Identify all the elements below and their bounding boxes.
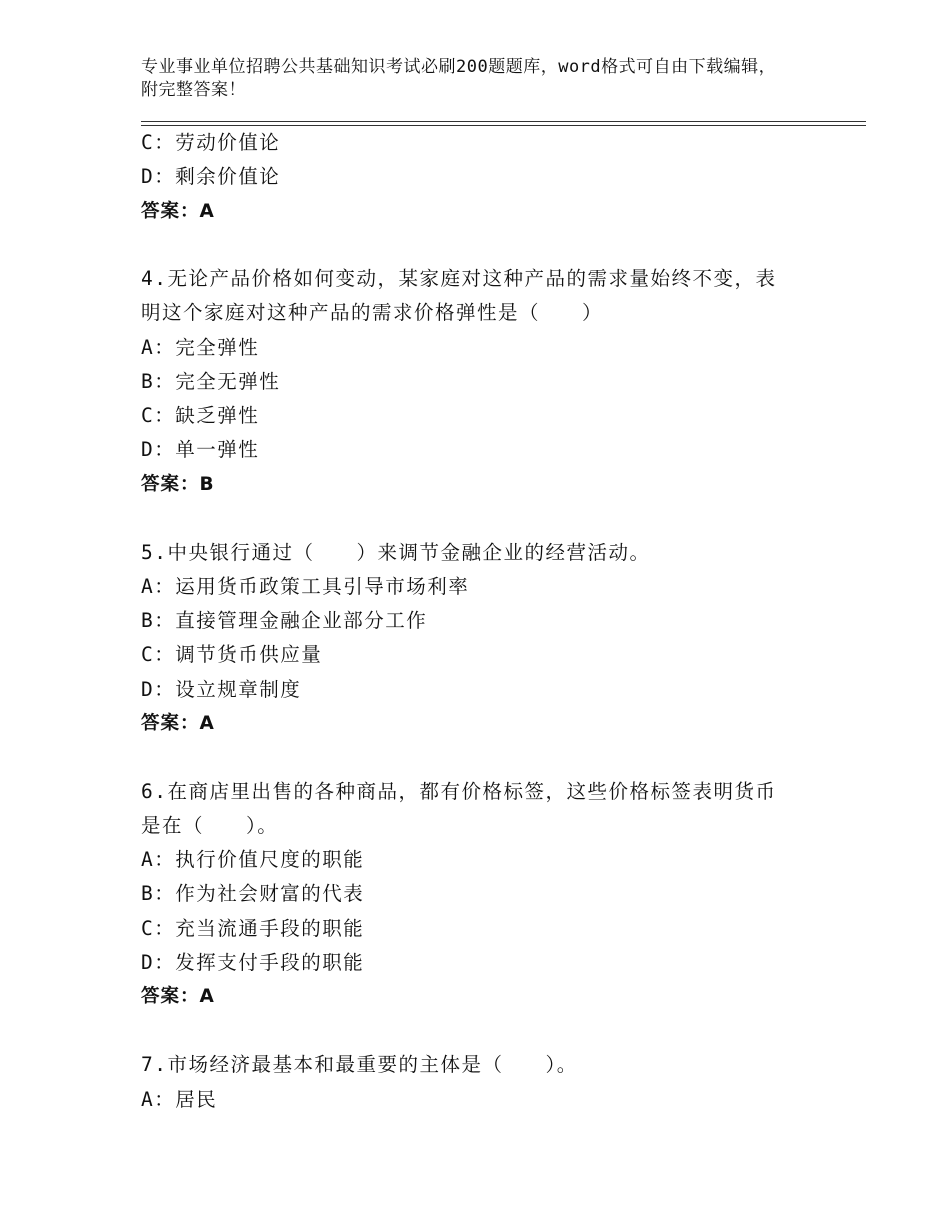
header-divider <box>141 121 866 126</box>
q3-answer: 答案：A <box>141 201 215 222</box>
q3-option-c: C：劳动价值论 <box>141 131 281 154</box>
q7-stem-line1: 7.市场经济最基本和最重要的主体是（ ）。 <box>141 1053 578 1076</box>
q6-option-b: B：作为社会财富的代表 <box>141 882 365 905</box>
q5-answer: 答案：A <box>141 713 215 734</box>
q4-answer: 答案：B <box>141 474 215 495</box>
q5-stem-line1: 5.中央银行通过（ ）来调节金融企业的经营活动。 <box>141 541 651 564</box>
q3-option-d: D：剩余价值论 <box>141 165 281 188</box>
q4-stem-line2: 明这个家庭对这种产品的需求价格弹性是（ ） <box>141 301 604 324</box>
q4-stem-line1: 4.无论产品价格如何变动，某家庭对这种产品的需求量始终不变，表 <box>141 267 777 290</box>
q6-answer: 答案：A <box>141 986 215 1007</box>
q5-option-a: A：运用货币政策工具引导市场利率 <box>141 575 470 598</box>
page-header: 专业事业单位招聘公共基础知识考试必刷200题题库，word格式可自由下载编辑，附完整答案！ <box>141 57 777 100</box>
q4-option-c: C：缺乏弹性 <box>141 404 260 427</box>
q5-option-c: C：调节货币供应量 <box>141 643 323 666</box>
q4-option-a: A：完全弹性 <box>141 336 260 359</box>
q6-option-c: C：充当流通手段的职能 <box>141 917 365 940</box>
q6-option-a: A：执行价值尺度的职能 <box>141 848 365 871</box>
q6-stem-line2: 是在（ ）。 <box>141 814 279 837</box>
q5-option-d: D：设立规章制度 <box>141 678 302 701</box>
q6-option-d: D：发挥支付手段的职能 <box>141 951 365 974</box>
q6-stem-line1: 6.在商店里出售的各种商品，都有价格标签，这些价格标签表明货币 <box>141 780 777 803</box>
q4-option-b: B：完全无弹性 <box>141 370 281 393</box>
q5-option-b: B：直接管理金融企业部分工作 <box>141 609 428 632</box>
q4-option-d: D：单一弹性 <box>141 438 260 461</box>
q7-option-a: A：居民 <box>141 1088 218 1111</box>
